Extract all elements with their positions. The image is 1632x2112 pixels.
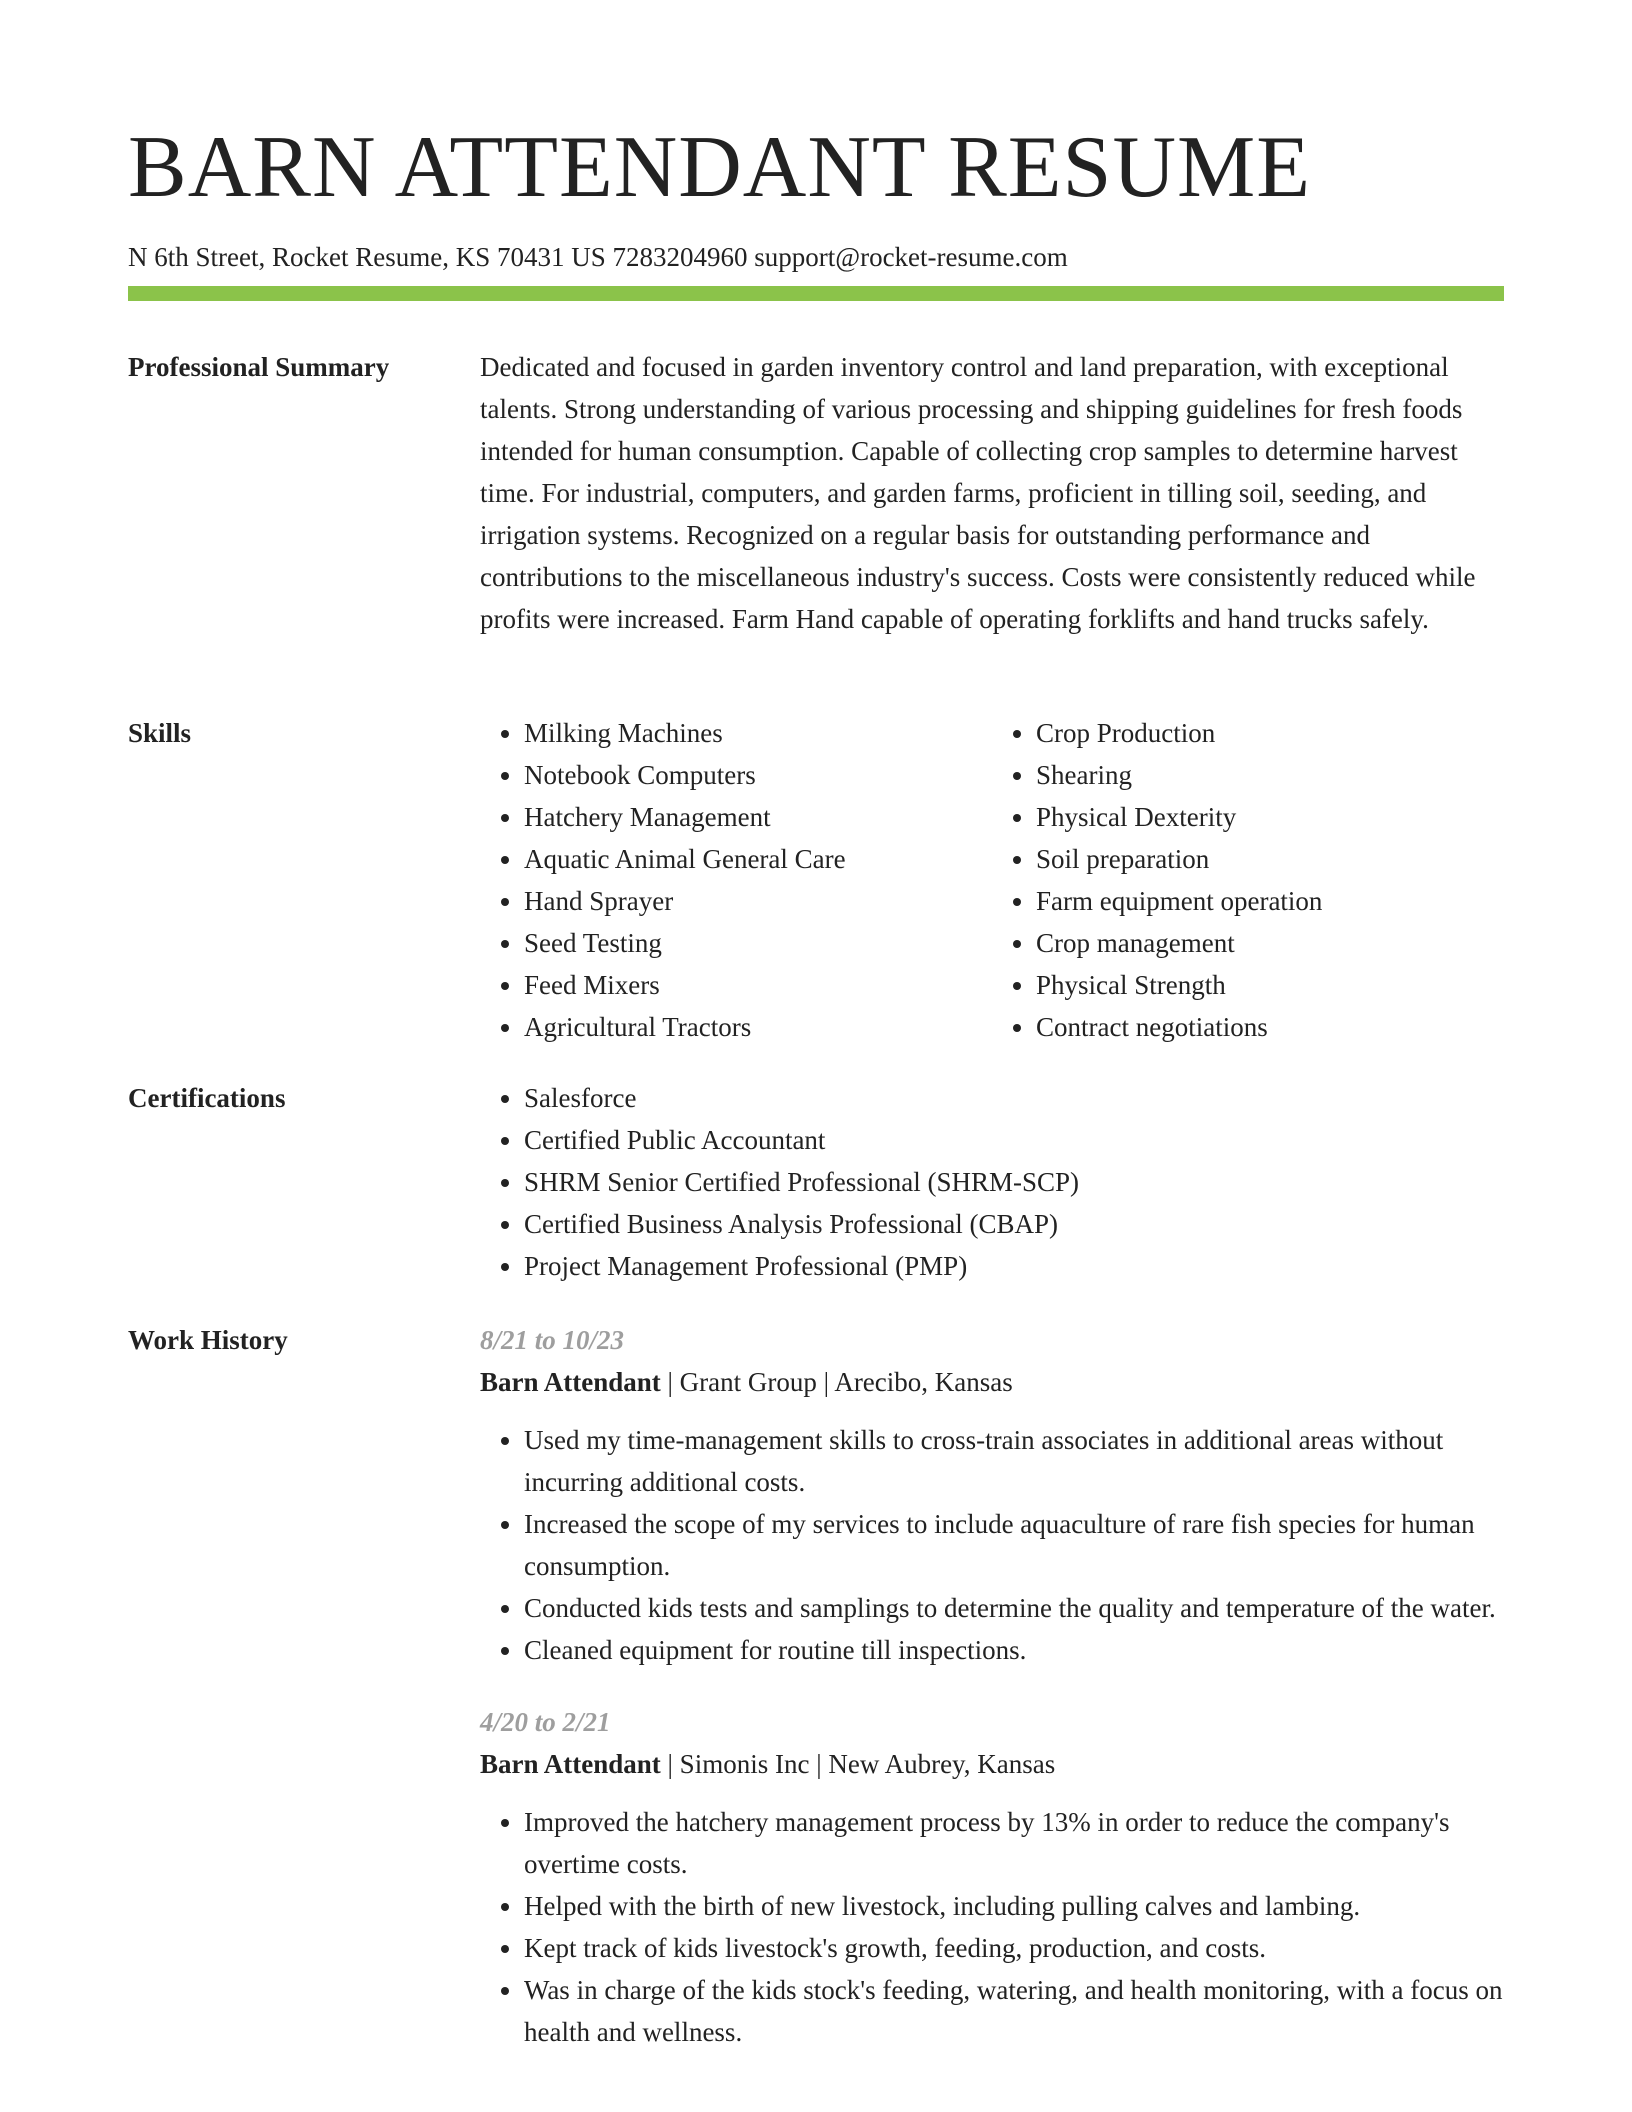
- section-label-summary: Professional Summary: [128, 352, 390, 382]
- job-dates: 4/20 to 2/21: [480, 1707, 611, 1737]
- job-dates: 8/21 to 10/23: [480, 1325, 625, 1355]
- job-bullets: [480, 1419, 1504, 1671]
- job-role-line: [480, 1361, 1504, 1403]
- job-bullet: • Improved the hatchery management process by 13% in order to reduce the company's overtime costs.: [524, 1801, 1504, 1885]
- skill-item: • Farm equipment operation: [1036, 880, 1504, 922]
- skill-item: • Physical Dexterity: [1036, 796, 1504, 838]
- skill-item: • Milking Machines: [524, 712, 992, 754]
- skill-item: • Hand Sprayer: [524, 880, 992, 922]
- contact-line: N 6th Street, Rocket Resume, KS 70431 US 7283204960 support@rocket-resume.com: [128, 242, 1068, 272]
- job-title: Barn Attendant: [480, 1367, 661, 1397]
- skill-item: • Crop management: [1036, 922, 1504, 964]
- certifications-list: [480, 1077, 1504, 1287]
- skill-item: • Aquatic Animal General Care: [524, 838, 992, 880]
- certification-item: • Certified Business Analysis Professional (CBAP): [524, 1203, 1504, 1245]
- certification-item: • Certified Public Accountant: [524, 1119, 1504, 1161]
- skills-list-1: [480, 712, 992, 1048]
- skill-item: • Agricultural Tractors: [524, 1006, 992, 1048]
- skill-item: • Seed Testing: [524, 922, 992, 964]
- page-title: BARN ATTENDANT RESUME: [128, 119, 1312, 216]
- accent-divider: [128, 286, 1504, 301]
- skill-item: • Contract negotiations: [1036, 1006, 1504, 1048]
- job-details: | Simonis Inc | New Aubrey, Kansas: [660, 1749, 1056, 1779]
- job-title: Barn Attendant: [480, 1749, 661, 1779]
- section-label-skills: Skills: [128, 718, 192, 748]
- certification-item: • Project Management Professional (PMP): [524, 1245, 1504, 1287]
- summary-text: Dedicated and focused in garden inventory control and land preparation, with exceptional talents. Strong understanding of various processing and shipping guidelines for fresh foods intended for human consumption. Capable of collecting crop samples to determine harvest time. For industrial, computers, and garden farms, proficient in tilling soil, seeding, and irrigation systems. Recognized on a regular basis for outstanding performance and contributions to the miscellaneous industry's success. Costs were consistently reduced while profits were increased. Farm Hand capable of operating forklifts and hand trucks safely.: [480, 352, 1476, 634]
- job-entry: [480, 1701, 1504, 2053]
- job-entry: [480, 1319, 1504, 1671]
- job-role-line: [480, 1743, 1504, 1785]
- section-label-work-history: Work History: [128, 1325, 288, 1355]
- job-details: | Grant Group | Arecibo, Kansas: [660, 1367, 1013, 1397]
- skill-item: • Hatchery Management: [524, 796, 992, 838]
- skill-item: • Feed Mixers: [524, 964, 992, 1006]
- certification-item: • Salesforce: [524, 1077, 1504, 1119]
- certification-item: • SHRM Senior Certified Professional (SHRM-SCP): [524, 1161, 1504, 1203]
- job-bullet: • Conducted kids tests and samplings to determine the quality and temperature of the water.: [524, 1587, 1504, 1629]
- skill-item: • Shearing: [1036, 754, 1504, 796]
- resume-header: [128, 118, 1504, 274]
- job-bullet: • Was in charge of the kids stock's feeding, watering, and health monitoring, with a focus on health and wellness.: [524, 1969, 1504, 2053]
- job-bullet: • Kept track of kids livestock's growth, feeding, production, and costs.: [524, 1927, 1504, 1969]
- skill-item: • Notebook Computers: [524, 754, 992, 796]
- job-bullet: • Used my time-management skills to cross-train associates in additional areas without incurring additional costs.: [524, 1419, 1504, 1503]
- skill-item: • Physical Strength: [1036, 964, 1504, 1006]
- job-bullets: [480, 1801, 1504, 2053]
- skills-list-2: [992, 712, 1504, 1048]
- skill-item: • Soil preparation: [1036, 838, 1504, 880]
- job-bullet: • Increased the scope of my services to include aquaculture of rare fish species for human consumption.: [524, 1503, 1504, 1587]
- section-label-certifications: Certifications: [128, 1083, 286, 1113]
- skill-item: • Crop Production: [1036, 712, 1504, 754]
- job-bullet: • Helped with the birth of new livestock, including pulling calves and lambing.: [524, 1885, 1504, 1927]
- job-bullet: • Cleaned equipment for routine till inspections.: [524, 1629, 1504, 1671]
